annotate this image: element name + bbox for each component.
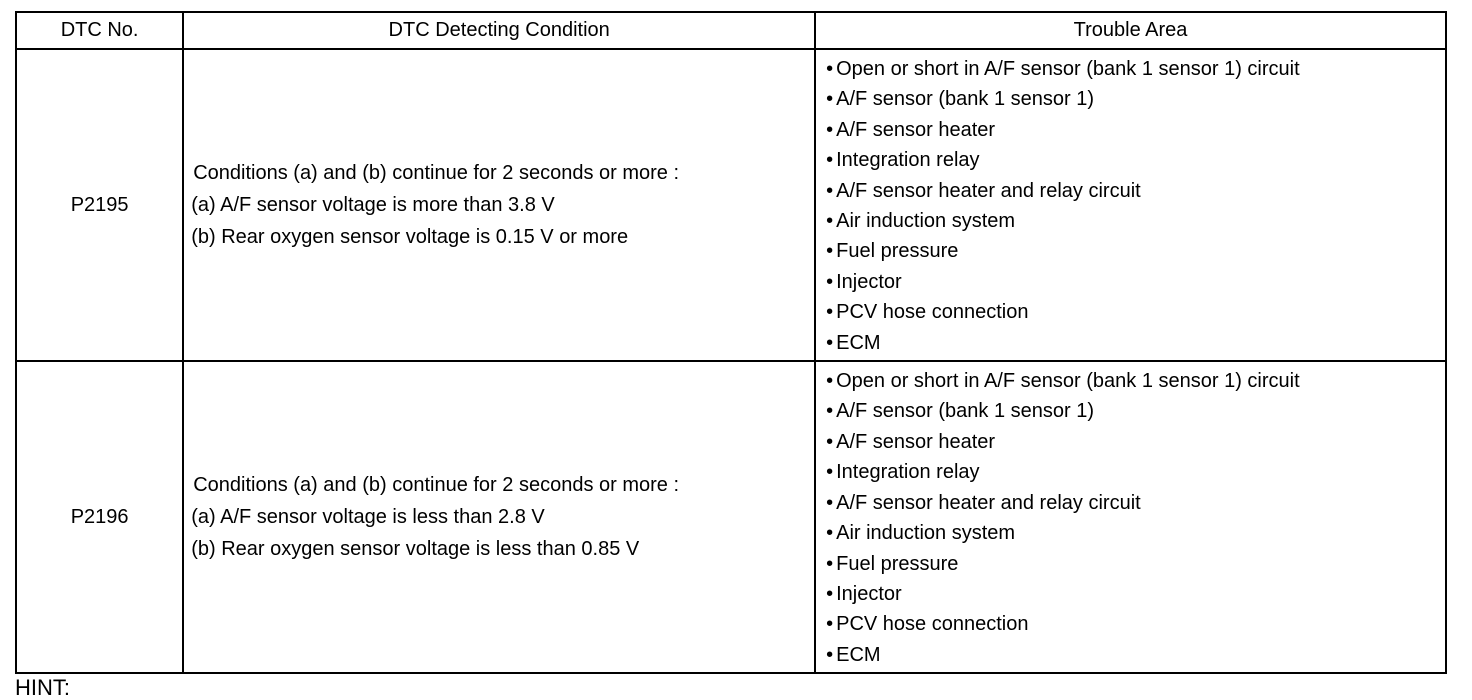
hint-heading-cutoff: HINT:: [15, 675, 70, 700]
list-item: [826, 84, 1445, 114]
trouble-area-text: A/F sensor heater: [836, 430, 996, 453]
trouble-area-text: Air induction system: [836, 522, 1016, 545]
trouble-area-text: Injector: [836, 270, 902, 293]
condition-line: Conditions (a) and (b) continue for 2 seconds or more :: [193, 162, 680, 185]
condition-line: (b) Rear oxygen sensor voltage is 0.15 V or more: [191, 226, 629, 249]
bullet: •: [826, 613, 834, 636]
bullet: •: [826, 88, 834, 111]
list-item: [826, 579, 1445, 609]
bullet: •: [826, 58, 834, 80]
bullet: •: [826, 643, 834, 666]
trouble-area-text: A/F sensor (bank 1 sensor 1): [836, 88, 1094, 111]
list-item: [826, 366, 1445, 396]
list-item: [826, 145, 1445, 175]
trouble-area-text: A/F sensor heater: [836, 118, 996, 141]
list-item: [826, 518, 1445, 548]
list-item: [826, 267, 1445, 297]
trouble-area-text: A/F sensor heater and relay circuit: [836, 491, 1141, 514]
bullet: •: [826, 461, 834, 484]
trouble-area-text: Open or short in A/F sensor (bank 1 sensor 1) circuit: [836, 370, 1300, 393]
bullet: •: [826, 331, 834, 354]
bullet: •: [826, 240, 834, 263]
bullet: •: [826, 582, 834, 605]
table-row: [16, 49, 1446, 361]
dtc-code: P2195: [16, 49, 183, 361]
trouble-area-text: A/F sensor heater and relay circuit: [836, 179, 1141, 202]
bullet: •: [826, 179, 834, 202]
trouble-area-text: Fuel pressure: [836, 240, 959, 263]
bullet: •: [826, 400, 834, 423]
detecting-condition: [183, 361, 815, 673]
detecting-condition: [183, 49, 815, 361]
trouble-area-text: PCV hose connection: [836, 613, 1029, 636]
bullet: •: [826, 270, 834, 293]
list-item: [826, 54, 1445, 84]
list-item: [826, 396, 1445, 426]
trouble-area-text: ECM: [836, 643, 881, 666]
bullet: •: [826, 301, 834, 324]
bullet: •: [826, 491, 834, 514]
list-item: [826, 297, 1445, 327]
trouble-area-text: Open or short in A/F sensor (bank 1 sensor 1) circuit: [836, 58, 1300, 80]
trouble-area-text: Air induction system: [836, 210, 1016, 233]
bullet: •: [826, 118, 834, 141]
trouble-area-text: Fuel pressure: [836, 552, 959, 575]
list-item: [826, 640, 1445, 670]
header-detecting-condition: DTC Detecting Condition: [183, 12, 815, 49]
header-trouble-area: Trouble Area: [815, 12, 1446, 49]
condition-line: Conditions (a) and (b) continue for 2 seconds or more :: [193, 474, 680, 497]
condition-line: (b) Rear oxygen sensor voltage is less than 0.85 V: [191, 538, 640, 561]
condition-line: (a) A/F sensor voltage is more than 3.8 V: [191, 194, 555, 217]
list-item: [826, 609, 1445, 639]
trouble-area-text: Injector: [836, 582, 902, 605]
bullet: •: [826, 210, 834, 233]
list-item: [826, 176, 1445, 206]
header-row: [16, 12, 1446, 49]
dtc-code: P2196: [16, 361, 183, 673]
trouble-area-text: ECM: [836, 331, 881, 354]
bullet: •: [826, 370, 834, 393]
list-item: [826, 549, 1445, 579]
table-row: [16, 361, 1446, 673]
trouble-area-list: [815, 361, 1446, 673]
trouble-area-list: [815, 49, 1446, 361]
list-item: [826, 115, 1445, 145]
trouble-area-text: PCV hose connection: [836, 301, 1029, 324]
list-item: [826, 427, 1445, 457]
trouble-area-text: Integration relay: [836, 149, 980, 172]
list-item: [826, 328, 1445, 358]
dtc-table: [15, 11, 1447, 674]
bullet: •: [826, 522, 834, 545]
list-item: [826, 206, 1445, 236]
list-item: [826, 488, 1445, 518]
trouble-area-text: Integration relay: [836, 461, 980, 484]
header-dtc-no: DTC No.: [16, 12, 183, 49]
list-item: [826, 236, 1445, 266]
condition-line: (a) A/F sensor voltage is less than 2.8 V: [191, 506, 545, 529]
bullet: •: [826, 552, 834, 575]
trouble-area-text: A/F sensor (bank 1 sensor 1): [836, 400, 1094, 423]
bullet: •: [826, 430, 834, 453]
list-item: [826, 457, 1445, 487]
bullet: •: [826, 149, 834, 172]
